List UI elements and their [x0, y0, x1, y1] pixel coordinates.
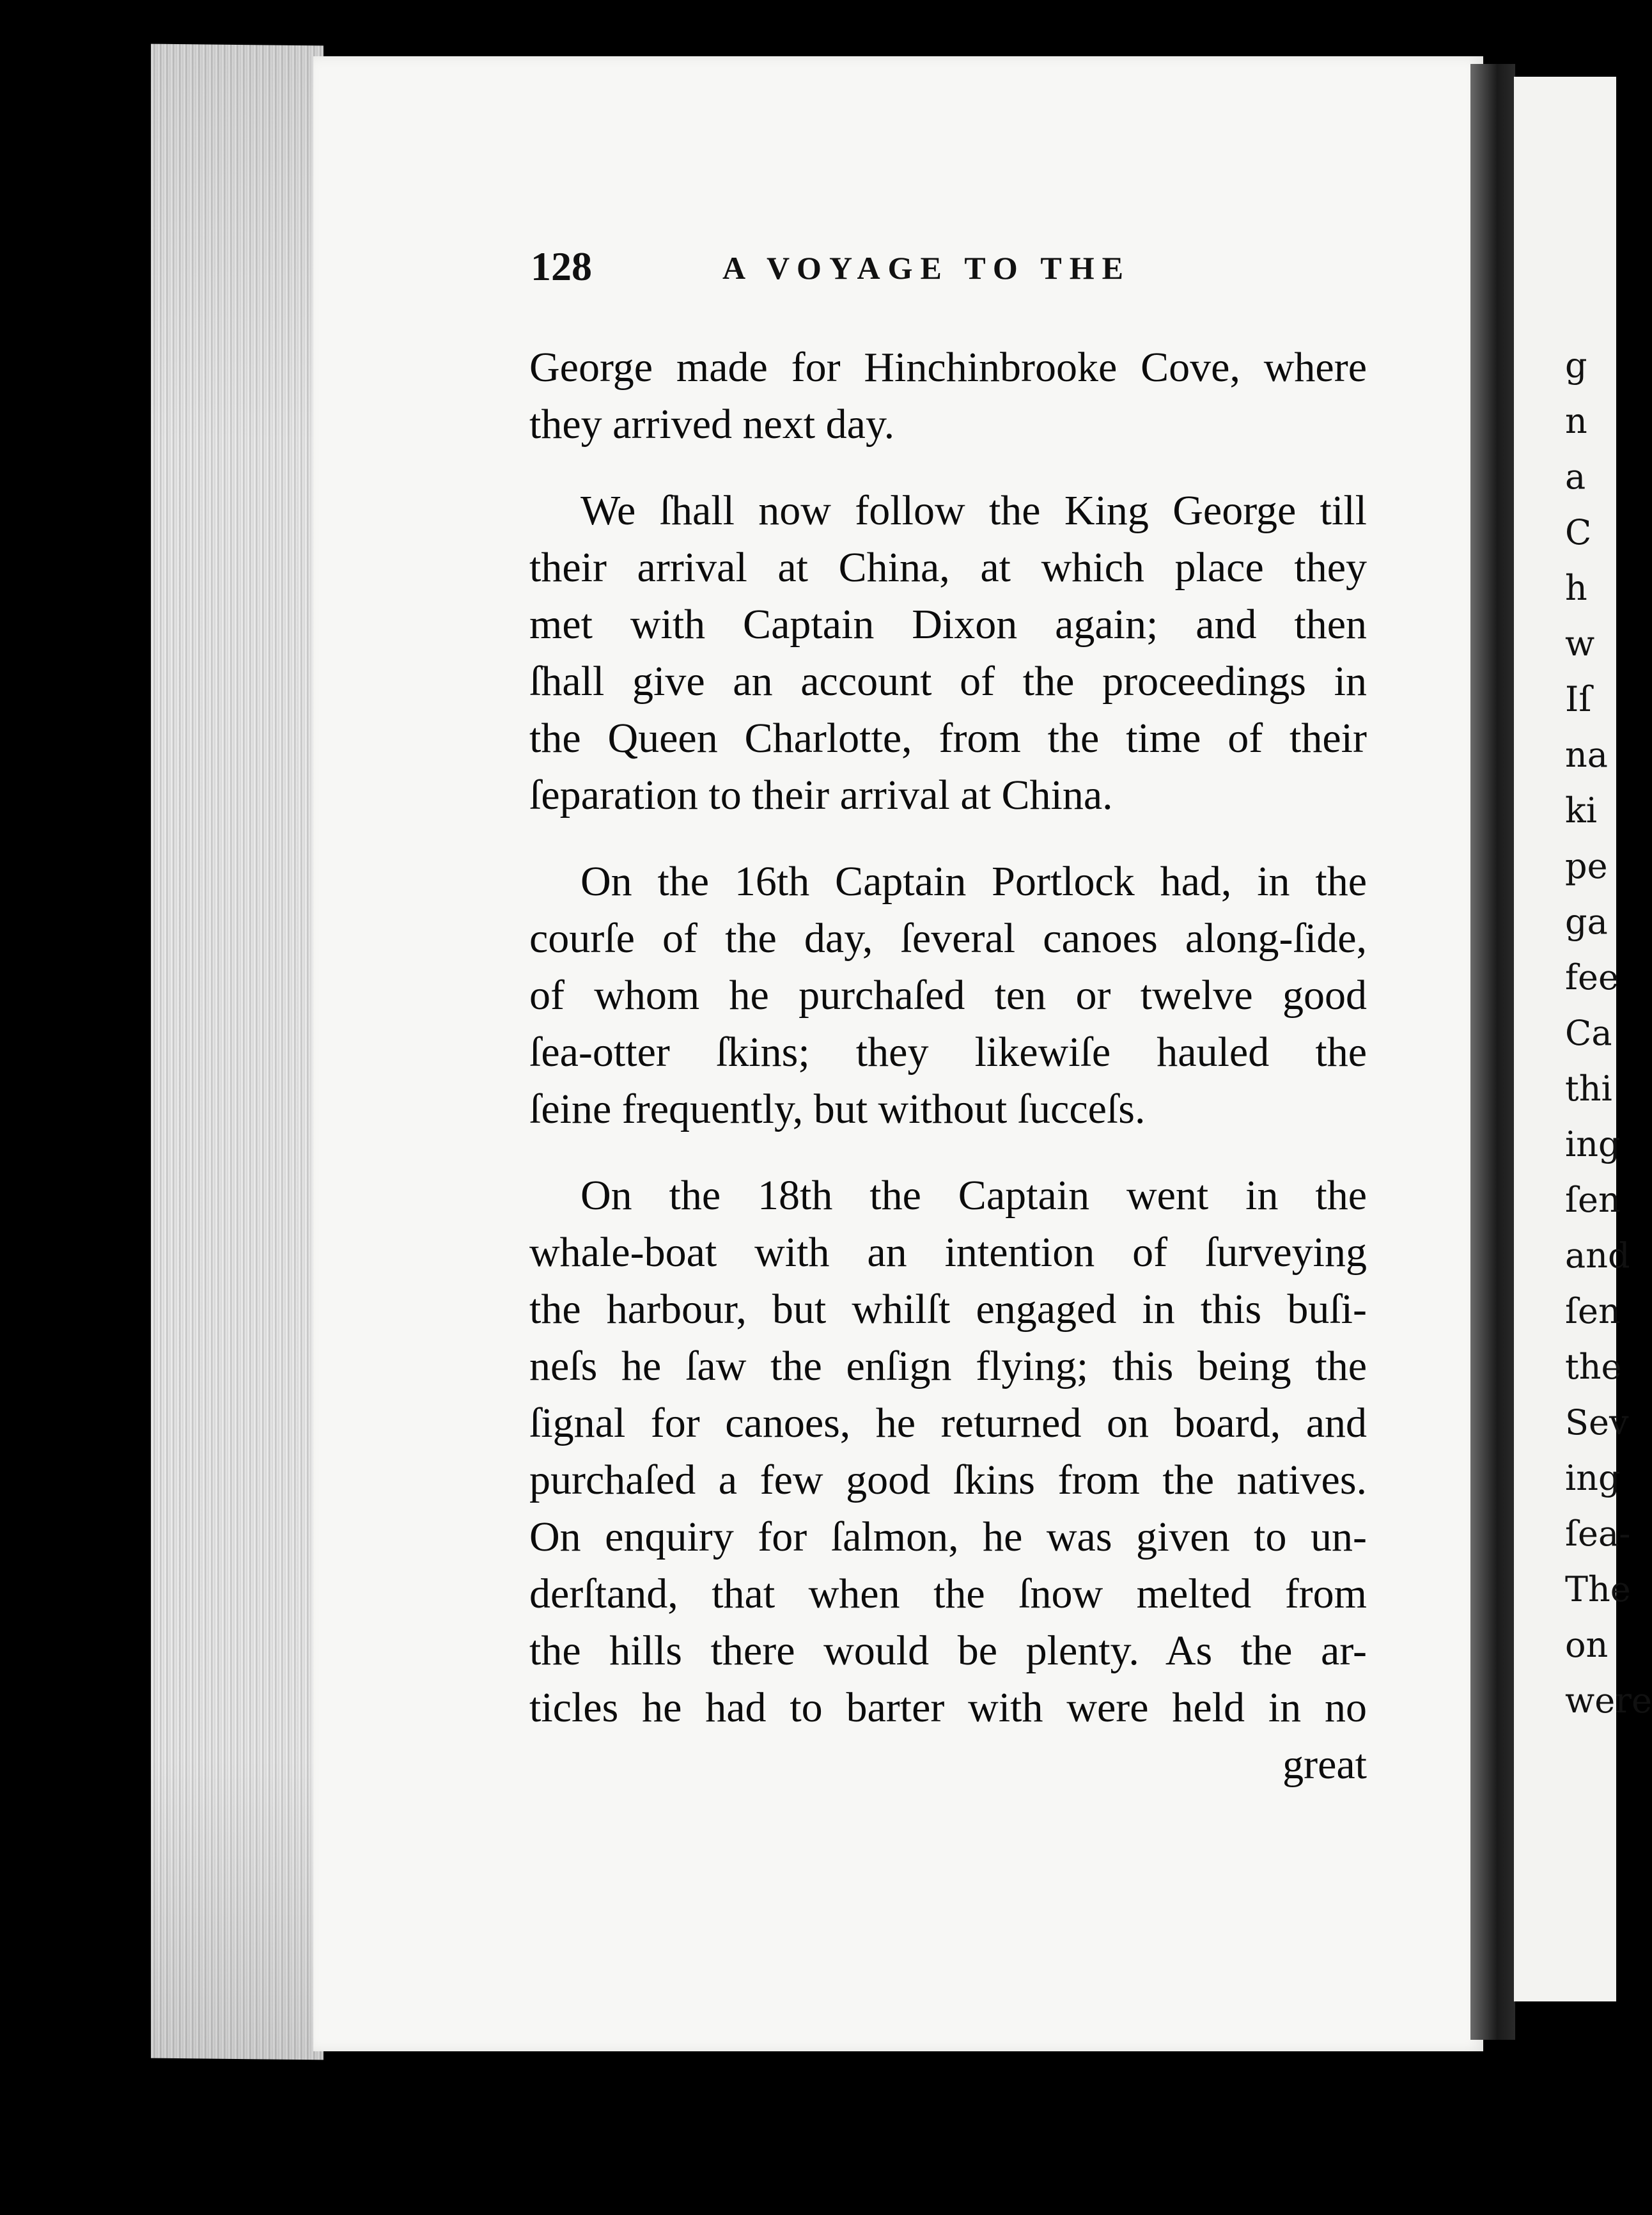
- facing-page-line: on: [1565, 1625, 1609, 1665]
- running-head: [531, 243, 1362, 294]
- facing-page-line: h: [1565, 568, 1587, 608]
- facing-page-line: C: [1565, 512, 1592, 552]
- text-line: the harbour, but whilſt engaged in this buſi-: [529, 1286, 1367, 1333]
- text-line: ſeparation to their arrival at China.: [529, 772, 1113, 818]
- facing-page-line: ki: [1565, 790, 1597, 831]
- facing-page-line: Ca: [1565, 1013, 1612, 1053]
- text-line: of whom he purchaſed ten or twelve good: [529, 972, 1367, 1019]
- facing-page-line: ga: [1565, 902, 1608, 942]
- facing-page-line: ſen: [1565, 1180, 1621, 1220]
- text-line: met with Captain Dixon again; and then: [529, 601, 1367, 648]
- body-text: [529, 339, 1367, 1793]
- facing-page: [1514, 77, 1652, 2001]
- facing-page-line: the: [1565, 1347, 1622, 1387]
- text-line: they arrived next day.: [529, 401, 895, 448]
- facing-page-line: Iſ: [1565, 679, 1592, 719]
- facing-page-line: The: [1565, 1569, 1631, 1609]
- text-line: courſe of the day, ſeveral canoes along-ſide,: [529, 915, 1367, 962]
- running-head-title: A VOYAGE TO THE: [722, 250, 1131, 286]
- text-line: their arrival at China, at which place they: [529, 544, 1367, 591]
- facing-page-line: w: [1565, 623, 1595, 664]
- text-line: On the 16th Captain Portlock had, in the: [581, 858, 1367, 905]
- facing-page-line: ſea-: [1565, 1514, 1631, 1554]
- catchword: great: [1282, 1741, 1367, 1788]
- text-line: On the 18th the Captain went in the: [581, 1172, 1367, 1219]
- text-line: the hills there would be plenty. As the ar-: [529, 1627, 1367, 1674]
- text-line: ſignal for canoes, he returned on board, and: [529, 1400, 1367, 1446]
- facing-page-line: ſen: [1565, 1291, 1621, 1331]
- text-line: ſeine frequently, but without ſucceſs.: [529, 1086, 1146, 1132]
- text-line: neſs he ſaw the enſign flying; this being the: [529, 1343, 1367, 1389]
- text-line: George made for Hinchinbrooke Cove, where: [529, 344, 1367, 391]
- text-line: derſtand, that when the ſnow melted from: [529, 1570, 1367, 1617]
- facing-page-line: pe: [1565, 846, 1608, 886]
- facing-page-line: Sev: [1565, 1402, 1629, 1443]
- page-number: 128: [531, 244, 592, 289]
- text-line: On enquiry for ſalmon, he was given to un-: [529, 1514, 1367, 1560]
- text-line: the Queen Charlotte, from the time of their: [529, 715, 1367, 762]
- facing-page-line: were: [1565, 1680, 1652, 1721]
- facing-page-line: a: [1565, 457, 1586, 497]
- facing-page-line: fee: [1565, 957, 1619, 998]
- facing-page-line: thi: [1565, 1068, 1612, 1109]
- text-line: whale-boat with an intention of ſurveying: [529, 1229, 1367, 1276]
- facing-page-line: and: [1565, 1235, 1630, 1276]
- book-gutter: [1470, 64, 1515, 2040]
- facing-page-line: g: [1565, 345, 1587, 386]
- page-block-edge: [151, 44, 323, 2060]
- text-line: ſea-otter ſkins; they likewiſe hauled the: [529, 1029, 1367, 1076]
- facing-page-line: ing: [1565, 1124, 1621, 1164]
- facing-page-line: ing: [1565, 1458, 1621, 1498]
- facing-page-line: n: [1565, 401, 1587, 441]
- text-line: purchaſed a few good ſkins from the natives.: [529, 1457, 1367, 1503]
- text-line: ſhall give an account of the proceedings in: [529, 658, 1367, 705]
- facing-page-line: na: [1565, 735, 1608, 775]
- text-line: We ſhall now follow the King George till: [581, 487, 1367, 534]
- text-line: ticles he had to barter with were held in no: [529, 1684, 1367, 1731]
